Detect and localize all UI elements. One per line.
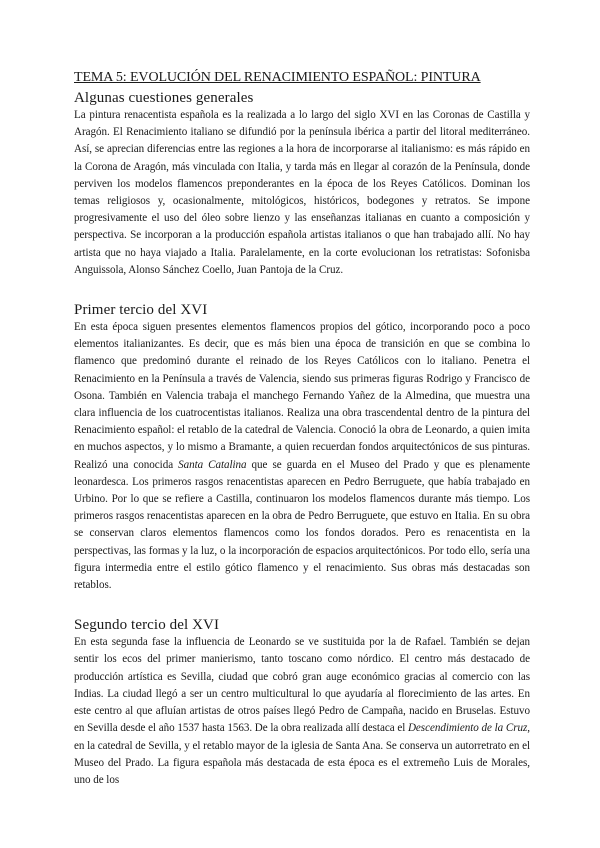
section-heading-general: Algunas cuestiones generales (74, 90, 254, 106)
section-body-first-third (74, 319, 530, 594)
body-text: que se guarda en el Museo del Prado y que es plenamente leonardesca. Los primeros rasgos renacentistas aparecen en Pedro Berruguete, que había trabajado en Urbino. Por lo que se refiere a Castilla, continuaron los modelos flamencos durante más tiempo. Los primeros rasgos renacentistas aparecen en la obra de Pedro Berruguete, que estuvo en Italia. En su obra se conservan claros elementos flamencos como los fondos dorados. Pero es renacentista en la perspectivas, las formas y la luz, o la incorporación de espacios arquitectónicos. Por todo ello, sería una figura intermedia entre el estilo gótico flamenco y el renacimiento. Sus obras más destacadas son retablos. (74, 458, 530, 592)
section-heading-second-third: Segundo tercio del XVI (74, 617, 220, 634)
section-body-general: La pintura renacentista española es la realizada a lo largo del siglo XVI en las Coronas de Castilla y Aragón. El Renacimiento italiano se difundió por la península ibérica a partir del litoral mediterráneo. Así, se aprecian diferencias entre las regiones a la hora de incorporarse al italianismo: es más rápido en la Corona de Aragón, más vinculada con Italia, y tarda más en llegar al corazón de la Península, donde perviven los modelos flamencos preponderantes en la época de los Reyes Católicos. Dominan los temas religiosos y, ocasionalmente, mitológicos, históricos, bodegones y retratos. Se impone progresivamente el uso del óleo sobre lienzo y las enseñanzas italianas en cuanto a composición y perspectiva. Se incorporan a la producción española artistas italianos o que han trabajado allí. No hay artista que no haya viajado a Italia. Paralelamente, en la corte evolucionan los retratistas: Sofonisba Anguissola, Alonso Sánchez Coello, Juan Pantoja de la Cruz. (74, 109, 530, 276)
artwork-title-santa-catalina: Santa Catalina (178, 458, 247, 471)
body-text: , en la catedral de Sevilla, y el retablo mayor de la iglesia de Santa Ana. Se conserva un autorretrato en el Museo del Prado. La figura española más destacada de esta época es el extremeño Luis de Morales, uno de los (74, 722, 530, 786)
section-heading-first-third: Primer tercio del XVI (74, 302, 208, 319)
body-text: En esta época siguen presentes elementos flamencos propios del gótico, incorporando poco a poco elementos italianizantes. Es decir, que es más bien una época de transición en que se combina lo flamenco que predominó durante el reinado de los Reyes Católicos con lo italiano. Penetra el Renacimiento en la Península a través de Valencia, siendo sus primeras figuras Rodrigo y Francisco de Osona. También en Valencia trabaja el manchego Fernando Yañez de la Almedina, que muestra una clara influencia de los cuatrocentistas italianos. Realiza una obra trascendental dentro de la pintura del Renacimiento español: el retablo de la catedral de Valencia. Conoció la obra de Leonardo, a quien imita en muchos aspectos, y lo mismo a Bramante, a quien recuerdan fondos arquitectónicos de sus pinturas. Realizó una conocida (74, 321, 530, 471)
section-body-second-third (74, 634, 530, 789)
document-title: TEMA 5: EVOLUCIÓN DEL RENACIMIENTO ESPAÑOL: PINTURA (74, 70, 481, 85)
body-text: En esta segunda fase la influencia de Leonardo se ve sustituida por la de Rafael. También se dejan sentir los ecos del primer manierismo, tanto toscano como nórdico. El centro más destacado de producción artística es Sevilla, ciudad que cobró gran auge económico gracias al comercio con las Indias. La ciudad llegó a ser un centro multicultural lo que ayudaría al florecimiento de las artes. En este centro al que afluían artistas de otros países llegó Pedro de Campaña, nacido en Bruselas. Estuvo en Sevilla desde el año 1537 hasta 1563. De la obra realizada allí destaca el (74, 636, 530, 735)
artwork-title-descendimiento: Descendimiento de la Cruz (407, 722, 528, 735)
document-page (74, 68, 530, 789)
